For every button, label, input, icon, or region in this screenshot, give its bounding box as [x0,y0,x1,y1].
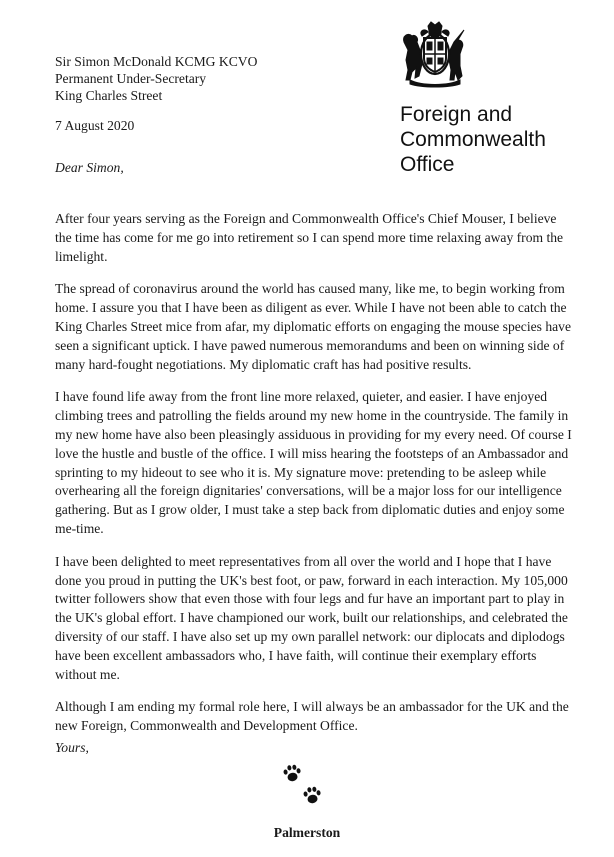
office-name [400,102,546,177]
paragraph-3: I have found life away from the front line more relaxed, quieter, and easier. I have enjoyed climbing trees and patrolling the fields around my new home in the countryside. The family in my new home have also been pleasingly assiduous in providing for my every need. Of course I love the hustle and bustle of the office. I will miss hearing the footsteps of an Ambassador and sprinting to my hideout to see who it is. My signature move: pretending to be asleep while overhearing all the foreign dignitaries' conversations, will be a major loss for our intelligence gathering. But as I grow older, I must take a step back from diplomatic duties and enjoy some me-time. [55,389,572,536]
addressee-name: Sir Simon McDonald KCMG KCVO [55,54,258,69]
office-name-line-2: Commonwealth [400,128,546,151]
addressee-block [55,53,257,104]
addressee-address: King Charles Street [55,88,163,103]
salutation: Dear Simon, [55,160,124,175]
paw-prints-icon [278,762,328,810]
paragraph-2: The spread of coronavirus around the world has caused many, like me, to begin working from home. I assure you that I have been as diligent as ever. While I have not been able to catch the King Charles Street mice from afar, my diplomatic efforts on engaging the mouse species have seen a significant uptick. I have pawed numerous memorandums and been on winning side of many hard-fought negotiations. My diplomatic craft has had positive results. [55,281,571,372]
royal-coat-of-arms-icon [398,20,472,88]
paragraph-4: I have been delighted to meet representatives from all over the world and I hope that I have done you proud in putting the UK's best foot, or paw, forward in each interaction. My 105,000 twitter followers show that even those with four legs and fur have an important part to play in the UK's global effort. I have championed our work, built our relationships, and celebrated the diversity of our staff. I have also set up my own parallel network: our diplocats and diplodogs have been excellent ambassadors who, I have faith, will continue their exemplary efforts without me. [55,553,568,682]
office-name-line-3: Office [400,153,455,176]
paragraph-1: After four years serving as the Foreign and Commonwealth Office's Chief Mouser, I believe the time has come for me go into retirement so I can spend more time relaxing away from the limelight. [55,211,564,264]
letter-date: 7 August 2020 [55,118,135,133]
office-name-line-1: Foreign and [400,103,513,126]
addressee-title: Permanent Under-Secretary [55,71,207,86]
letter-body [55,210,575,750]
closing: Yours, [55,740,89,755]
paragraph-5: Although I am ending my formal role here, I will always be an ambassador for the UK and the new Foreign, Commonwealth and Development Office. [55,699,569,734]
signature-name: Palmerston [273,825,341,840]
